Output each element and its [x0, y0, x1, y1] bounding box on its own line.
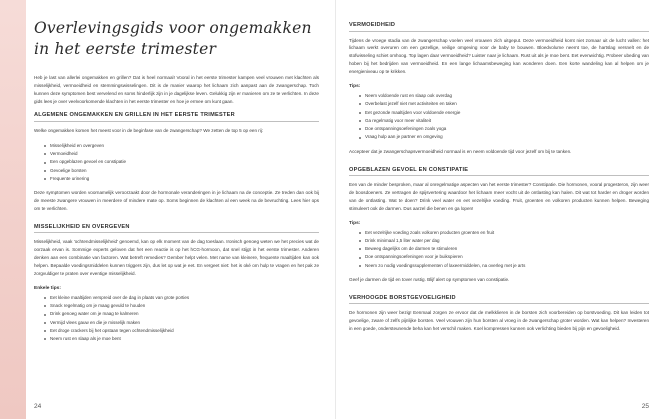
section-heading-vermoeidheid: VERMOEIDHEID: [349, 22, 649, 32]
list-item: Vermijd vlees gauw en die je misselijk maken: [44, 319, 319, 326]
section-paragraph: Misselijkheid, vaak 'ochtendmisselijkheid' genoemd, kan op elk moment van de dag toeslaan. Ironisch genoeg weten we het precies wat de oorzaak ervan is. Sommige experts geloven dat het een reactie is op het hCG-hormoon, dat snel stijgt in het eerste trimester. Anderen denken aan een combinatie van factoren. Wat betreft remedies? Gember helpt velen. Met name van kleinere, frequente maaltijden kan ook helpen. Bepaalde voedingsmiddelen kunnen triggers zijn, dus let op wat je eet. En vergeet niet: het is oké om hulp te vragen en het pak ze zorgvuldiger te praten over eventige misselijkheid.: [34, 239, 319, 276]
section-closing-paragraph: Accepteer dat je zwangerschapsvermoeidheid normaal is en neem voldoende tijd voor jezelf om bij te tanken.: [349, 148, 572, 154]
list-item: Neem zo nodig voedingssupplementen of laxeermiddelen, na overleg met je arts: [359, 262, 649, 269]
bullet-list-algemene-ongemakken: [34, 142, 319, 182]
subheading-tips: Enkele tips:: [34, 285, 61, 291]
left-page: [0, 0, 335, 419]
section-heading-misselijkheid: MISSELIJKHEID EN OVERGEVEN: [34, 224, 319, 234]
section-heading-algemene-ongemakken: ALGEMENE ONGEMAKKEN EN GRILLEN IN HET EERSTE TRIMESTER: [34, 112, 319, 122]
page-number-left: 24: [34, 403, 42, 410]
list-item: Frequente urinering: [44, 175, 319, 182]
right-page: [335, 0, 671, 419]
list-item: Een opgeblazen gevoel en constipatie: [44, 158, 319, 165]
list-item: Eet vezelrijke voeding zoals volkoren producten groenten en fruit: [359, 229, 649, 236]
intro-paragraph: Heb je last van allerlei ongemakken en grillen? Dat is heel normaal! Vooral in het eerste trimester kampen veel vrouwen met klachten als misselijkheid, vermoeidheid en stemmingswisselingen. Dit is de manier waarop het lichaam zich aanpast aan de zwangerschap. Toch kunnen deze symptomen best vervelend en soms hinderlijk zijn in je dagelijkse leven. Gelukkig zijn er manieren om ze te verlichten. In deze gids lees je over veelvoorkomende klachten in het eerste trimester en hoe je ermee om kunt gaan.: [34, 74, 319, 104]
section-paragraph: Welke ongemakken komen het meest voor in de beginfase van de zwangerschap? We zetten de top 5 op een rij:: [34, 127, 264, 133]
list-item: Doe ontspanningsoefeningen zoals yoga: [359, 125, 649, 132]
list-item: Gevoelige borsten: [44, 167, 319, 174]
list-item: Drink genoeg water om je maag te kalmeren: [44, 310, 319, 317]
section-closing-paragraph: Deze symptomen worden voornamelijk veroorzaakt door de hormonale veranderingen in je lichaam na de conceptie. Ze treden dan ook bij de meeste zwangere vrouwen in meerdere of mindere mate op. Soms beginnen de klachten al een week na de bevruchting. Lees hier ops om te verlichten.: [34, 190, 319, 211]
list-item: Neem voldoende rust en slaap ook overdag: [359, 92, 649, 99]
list-item: Eet droge crackers bij het opstaan tegen ochtendmisselijkheid: [44, 327, 319, 334]
list-item: Vermoeidheid: [44, 150, 319, 157]
list-item: Ga regelmatig voor meer vitaliteit: [359, 117, 649, 124]
page-title: Overlevingsgids voor ongemakken in het eerste trimester: [34, 19, 312, 58]
section-paragraph: De hormonen zijn weer bezig! Eenmaal zorgen ze ervoor dat de melkklieren in de borsten zich voorbereiden op borstvoeding. Dit kan leiden tot gevoelige, zware of zelfs pijnlijke borsten. Veel vrouwen zijn hun borsten al vroeg in de zwangerschap groter worden. Wat kan helpen? Investeren in een goede, ondersteunende beha kan het verschil maken. Koel kompressen kunnen ook verlichting bieden bij pijn en gevoeligheid.: [349, 310, 649, 332]
list-item: Neem rust en slaap als je moe bent: [44, 335, 319, 342]
page-number-right: 25: [641, 403, 649, 410]
list-item: Eet kleine maaltijden verspreid over de dag in plaats van grote porties: [44, 294, 319, 301]
section-closing-paragraph: Geef je darmen de tijd en tover rustig. Blijf alert op symptomen van constipatie.: [349, 277, 510, 282]
bullet-list-misselijkheid-tips: [34, 294, 319, 343]
list-item: Drink minimaal 1,5 liter water per dag: [359, 237, 649, 244]
list-item: Beweeg dagelijks om de darmen te stimuleren: [359, 245, 649, 252]
list-item: Doe ontspanningsoefeningen voor je buikspieren: [359, 253, 649, 260]
subheading-tips: Tips:: [349, 83, 361, 89]
section-paragraph: Een van de minder besproken, maar al onregelmatige aspecten van het eerste trimester? Constipatie. Die hormonen, vooral progesteron, zijn weer de boosdoeners. Ze vertragen de spijsvertering waardoor het lichaam meer vocht uit de ontlasting kan halen. Dit wat tot harder en droger worden van de ontlasting. Wat te doen? Drink veel water en eet vezelrijke voeding. Fruit, groenten en volkoren producten kunnen helpen. Beweging stimuleert ook de darmen. Dus aarzel die benen en ga lopen!: [349, 182, 649, 211]
section-heading-borstgevoeligheid: VERHOOGDE BORSTGEVOELIGHEID: [349, 295, 649, 305]
bullet-list-vermoeidheid-tips: [349, 92, 649, 141]
list-item: Vraag hulp aan je partner en omgeving: [359, 133, 649, 140]
subheading-tips: Tips:: [349, 220, 361, 226]
list-item: Misselijkheid en overgeven: [44, 142, 319, 149]
list-item: Eet gezonde maaltijden voor voldoende energie: [359, 109, 649, 116]
section-heading-opgeblazen-gevoel: OPGEBLAZEN GEVOEL EN CONSTIPATIE: [349, 167, 649, 177]
bullet-list-constipatie-tips: [349, 229, 649, 269]
list-item: Snack regelmatig om je maag gevuld te houden: [44, 302, 319, 309]
section-paragraph: Tijdens de vroege stadia van de zwangerschap voelen veel vrouwen zich uitgeput. Deze vermoeidheid komt niet zomaar uit de lucht vallen: het lichaam werkt overuren om een gezellige, veilige omgeving voor de baby te bouwen. Bloedvolume neemt toe, de hartslag versnelt en de stofwisseling schiet omhoog. Top lagen daar vermoeidheid? Luister naar je lichaam. Rust uit als je moe bent. Eet evenwichtig. Probeer ubeding van hoben bij het bedrijden van vermoeidheid. En een lange lichaamsbeweging kan wonderen doen. Een korte wandeling kan al helpen om je energieniveau op te krikken.: [349, 37, 649, 75]
list-item: Overbelast jezelf niet met activiteiten en taken: [359, 100, 649, 107]
